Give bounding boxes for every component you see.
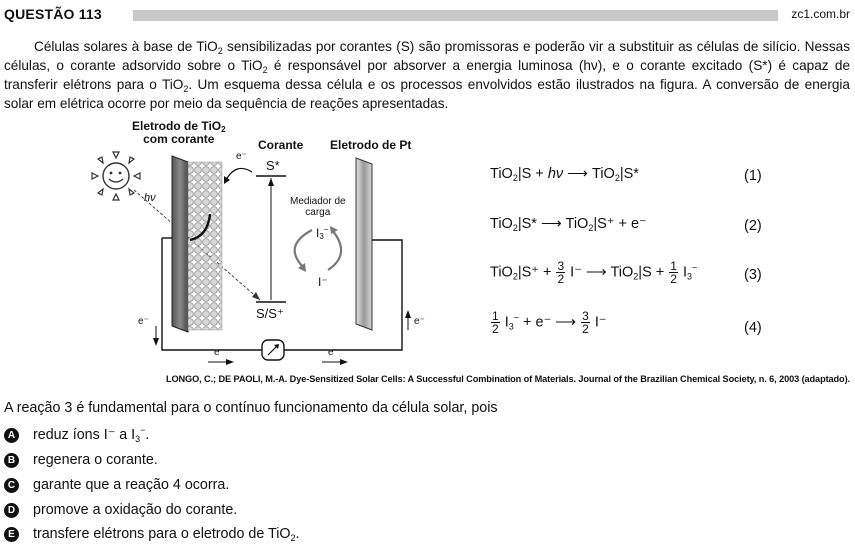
- option-text: garante que a reação 4 ocorra.: [33, 477, 230, 493]
- label-hv: hν: [144, 192, 156, 204]
- label-electron-injection: e⁻: [236, 151, 247, 162]
- label-corante: Corante: [258, 138, 304, 152]
- pt-electrode: [356, 158, 372, 330]
- label-electron-right: e⁻: [414, 316, 425, 327]
- option-text: regenera o corante.: [33, 452, 158, 468]
- solar-cell-diagram: [90, 118, 435, 366]
- option-letter-bullet: C: [4, 478, 19, 493]
- question-title: QUESTÃO 113: [4, 6, 102, 22]
- option-e[interactable]: [4, 526, 604, 546]
- reaction-2: TiO$_2$|S* ⟶ TiO$_2$|S⁺ + e⁻: [490, 216, 647, 233]
- reaction-4: $\frac{1}{2}$ $I_3^- + e^-$ ⟶ $\frac{3}{2}$ I⁻: [492, 309, 607, 336]
- reaction-1: TiO$_2$|S + hν ⟶ TiO$_2$|S*: [490, 166, 639, 183]
- option-letter-bullet: E: [4, 527, 19, 542]
- solar-cell-drawing: [90, 118, 435, 366]
- label-s-ss: S/S⁺: [256, 306, 284, 321]
- option-a[interactable]: [4, 427, 604, 447]
- question-stem: A reação 3 é fundamental para o contínuo funcionamento da célula solar, pois: [4, 400, 498, 416]
- option-text: reduz íons I⁻ a $I_3^-$.: [33, 425, 150, 444]
- option-b[interactable]: [4, 452, 604, 472]
- label-i3: I3−: [316, 225, 329, 241]
- intro-paragraph: Células solares à base de TiO$_2$ sensibilizadas por corantes (S) são promissoras e poderão vir a substituir as células de silício. Nessas células, o corante adsorvido sobre o TiO$_2$ é responsável por absorver a energia luminosa (hν), e o corante excitado (S*) é capaz de transferir elétrons para o TiO$_2$. Um esquema dessa célula e os processos envolvidos estão ilustrados na figura. A conversão de energia solar em elétrica ocorre por meio da sequência de reações apresentadas.: [4, 39, 851, 111]
- option-letter-bullet: B: [4, 453, 19, 468]
- label-electron-bottom-right: e⁻: [328, 347, 339, 358]
- reaction-number-2: (2): [744, 218, 762, 234]
- label-s-star: S*: [266, 158, 280, 173]
- label-electron-left: e⁻: [138, 316, 149, 327]
- label-electron-bottom-left: e⁻: [214, 347, 225, 358]
- option-letter-bullet: D: [4, 503, 19, 518]
- label-pt-electrode: Eletrodo de Pt: [330, 138, 412, 152]
- option-text: promove a oxidação do corante.: [33, 502, 238, 518]
- option-c[interactable]: [4, 477, 604, 497]
- tio2-electrode: [172, 156, 188, 332]
- reaction-number-4: (4): [744, 320, 762, 336]
- reaction-number-1: (1): [744, 168, 762, 184]
- reaction-number-3: (3): [744, 267, 762, 283]
- header-divider-bar: [133, 10, 778, 21]
- label-iminus: I⁻: [318, 275, 328, 289]
- site-watermark: zc1.com.br: [791, 7, 850, 21]
- reaction-3: TiO$_2$|S⁺ + $\frac{3}{2}$ I⁻ ⟶ TiO$_2$|S + $\frac{1}{2}$ $I_3^-$: [490, 259, 698, 286]
- dye-beads-layer: [188, 162, 222, 330]
- option-d[interactable]: [4, 502, 604, 522]
- label-tio2-electrode: Eletrodo de TiO2 com corante: [132, 119, 226, 146]
- question-header: [4, 6, 850, 24]
- option-text: transfere elétrons para o eletrodo de TiO$_2$.: [33, 526, 300, 543]
- label-mediator: Mediador de carga: [290, 196, 346, 218]
- source-citation: LONGO, C.; DE PAOLI, M.-A. Dye-Sensitized Solar Cells: A Successful Combination of Materials. Journal of the Brazilian Chemical Society, n. 6, 2003 (adaptado).: [165, 374, 850, 384]
- question-intro: [4, 37, 850, 113]
- sun-icon: [92, 152, 140, 200]
- option-letter-bullet: A: [4, 428, 19, 443]
